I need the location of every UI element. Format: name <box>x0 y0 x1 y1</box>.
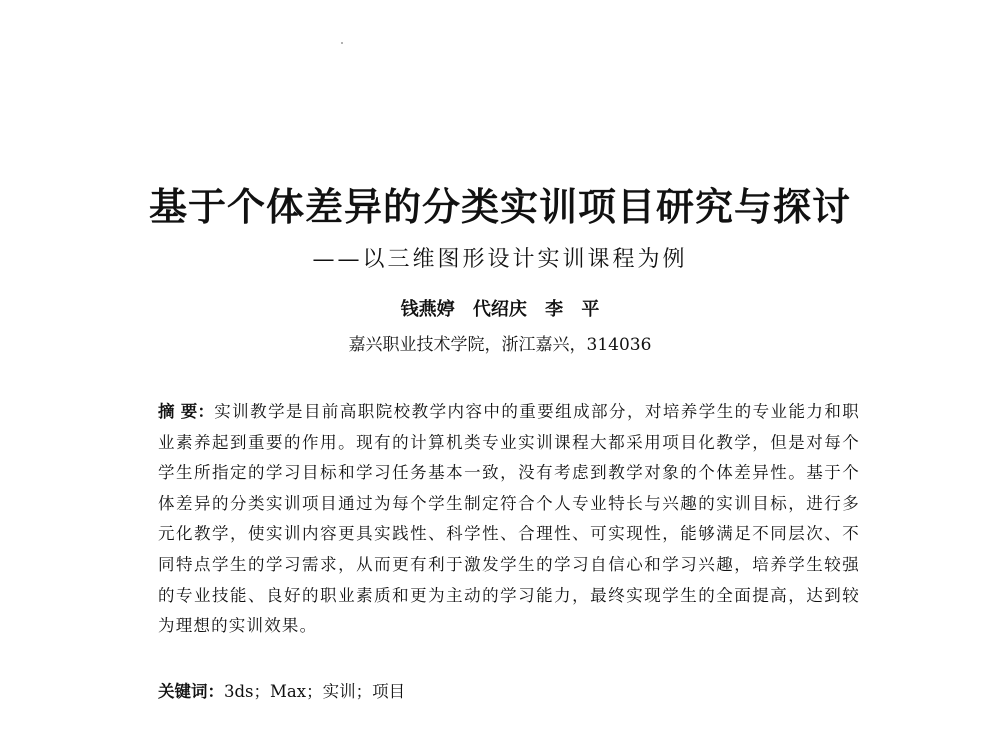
abstract-label: 摘 要： <box>158 402 215 421</box>
abstract-text: 实训教学是目前高职院校教学内容中的重要组成部分，对培养学生的专业能力和职业素养起到重要的作用。现有的计算机类专业实训课程大都采用项目化教学，但是对每个学生所指定的学习目标和学习任务基本一致，没有考虑到教学对象的个体差异性。基于个体差异的分类实训项目通过为每个学生制定符合个人专业特长与兴趣的实训目标，进行多元化教学，使实训内容更具实践性、科学性、合理性、可实现性，能够满足不同层次、不同特点学生的学习需求，从而更有利于激发学生的学习自信心和学习兴趣，培养学生较强的专业技能、良好的职业素质和更为主动的学习能力，最终实现学生的全面提高，达到较为理想的实训效果。 <box>158 402 861 636</box>
paper-title: 基于个体差异的分类实训项目研究与探讨 <box>148 184 851 229</box>
scan-speck <box>341 42 343 44</box>
author-list: 钱燕婷 代绍庆 李 平 <box>400 299 600 320</box>
abstract-paragraph <box>158 397 860 642</box>
author-affiliation: 嘉兴职业技术学院，浙江嘉兴，314036 <box>348 335 652 355</box>
keywords-label: 关键词： <box>158 682 224 701</box>
keywords-text: 3ds；Max；实训；项目 <box>224 682 406 701</box>
paper-subtitle: ——以三维图形设计实训课程为例 <box>312 247 688 272</box>
keywords-line <box>158 678 860 706</box>
